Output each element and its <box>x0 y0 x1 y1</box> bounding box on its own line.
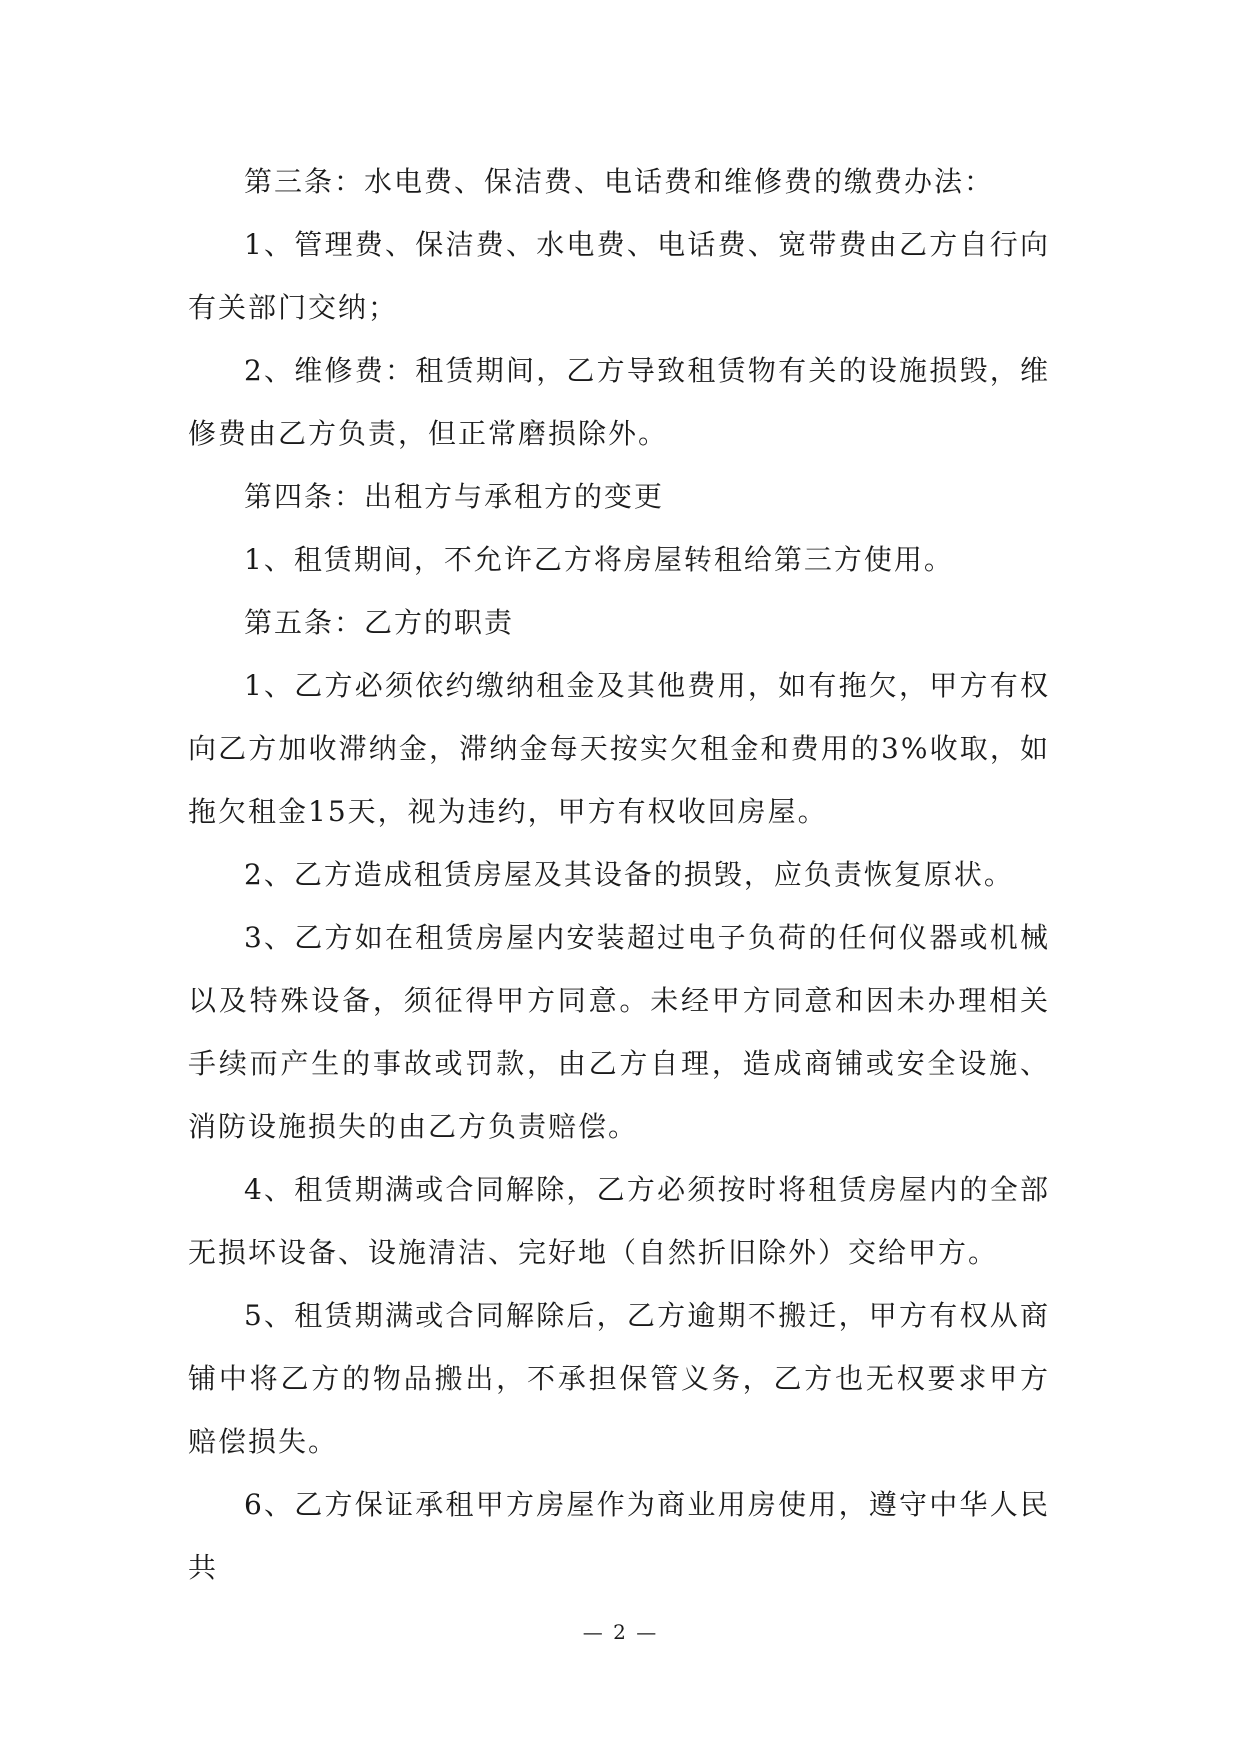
paragraph-article-3-item-2: 2、维修费：租赁期间，乙方导致租赁物有关的设施损毁，维修费由乙方负责，但正常磨损除外。 <box>188 354 1050 450</box>
paragraph-article-5-item-4: 4、租赁期满或合同解除，乙方必须按时将租赁房屋内的全部无损坏设备、设施清洁、完好地（自然折旧除外）交给甲方。 <box>188 1173 1050 1269</box>
paragraph-article-3-heading: 第三条：水电费、保洁费、电话费和维修费的缴费办法： <box>244 165 995 198</box>
paragraph-article-5-heading: 第五条：乙方的职责 <box>244 606 515 639</box>
paragraph-article-5-item-2: 2、乙方造成租赁房屋及其设备的损毁，应负责恢复原状。 <box>244 858 1014 891</box>
paragraph-article-5-item-6: 6、乙方保证承租甲方房屋作为商业用房使用，遵守中华人民共 <box>188 1488 1050 1584</box>
paragraph-article-5-item-1: 1、乙方必须依约缴纳租金及其他费用，如有拖欠，甲方有权向乙方加收滞纳金，滞纳金每天按实欠租金和费用的3%收取，如拖欠租金15天，视为违约，甲方有权收回房屋。 <box>188 669 1050 828</box>
paragraph-article-4-heading: 第四条：出租方与承租方的变更 <box>244 480 665 513</box>
document-body <box>188 150 1050 1599</box>
paragraph-article-5-item-3: 3、乙方如在租赁房屋内安装超过电子负荷的任何仪器或机械以及特殊设备，须征得甲方同意。未经甲方同意和因未办理相关手续而产生的事故或罚款，由乙方自理，造成商铺或安全设施、消防设施损失的由乙方负责赔偿。 <box>188 921 1050 1143</box>
page-number: — 2 — <box>582 1620 659 1644</box>
paragraph-article-5-item-5: 5、租赁期满或合同解除后，乙方逾期不搬迁，甲方有权从商铺中将乙方的物品搬出，不承担保管义务，乙方也无权要求甲方赔偿损失。 <box>188 1299 1050 1458</box>
paragraph-article-3-item-1: 1、管理费、保洁费、水电费、电话费、宽带费由乙方自行向有关部门交纳； <box>188 228 1050 324</box>
paragraph-article-4-item-1: 1、租赁期间，不允许乙方将房屋转租给第三方使用。 <box>244 543 954 576</box>
